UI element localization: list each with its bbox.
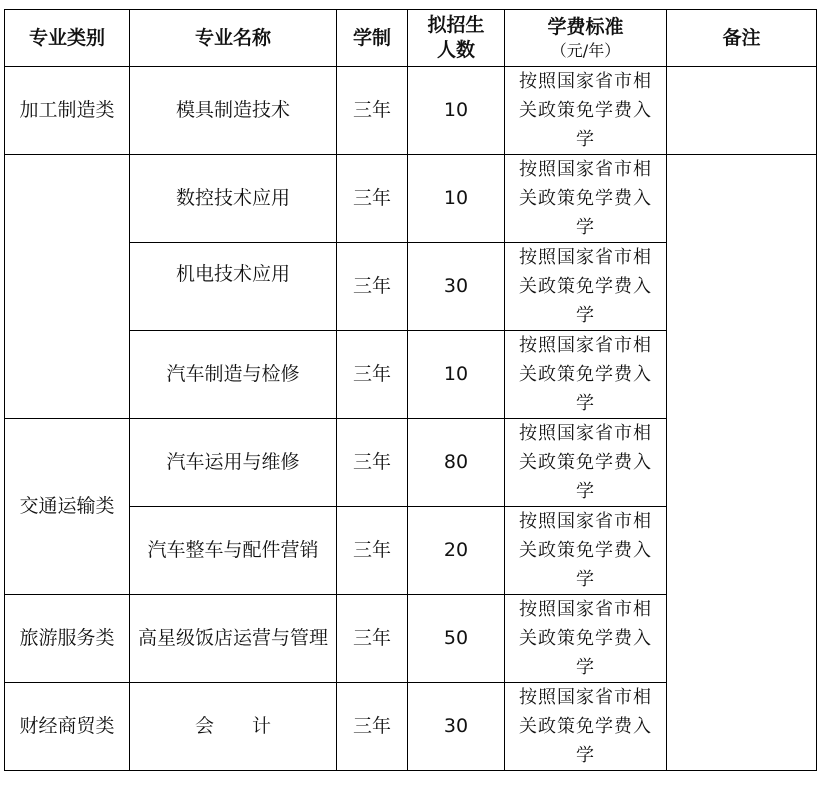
fee-cell: 按照国家省市相关政策免学费入学 [505,419,667,507]
header-duration: 学制 [337,10,408,67]
duration-cell: 三年 [337,419,408,507]
quota-cell: 10 [408,331,505,419]
notes-cell [667,67,817,155]
header-quota: 拟招生 人数 [408,10,505,67]
quota-cell: 80 [408,419,505,507]
major-cell: 数控技术应用 [130,155,337,243]
header-major: 专业名称 [130,10,337,67]
duration-cell: 三年 [337,331,408,419]
duration-cell: 三年 [337,507,408,595]
category-cell: 旅游服务类 [5,595,130,683]
major-cell: 会 计 [130,683,337,771]
notes-cell-merged [667,155,817,771]
header-row [5,10,817,67]
fee-cell: 按照国家省市相关政策免学费入学 [505,595,667,683]
fee-cell: 按照国家省市相关政策免学费入学 [505,507,667,595]
header-notes: 备注 [667,10,817,67]
duration-cell: 三年 [337,155,408,243]
major-cell: 汽车运用与维修 [130,419,337,507]
quota-cell: 10 [408,67,505,155]
table-row [5,67,817,155]
major-cell: 汽车制造与检修 [130,331,337,419]
quota-cell: 10 [408,155,505,243]
fee-cell: 按照国家省市相关政策免学费入学 [505,331,667,419]
fee-cell: 按照国家省市相关政策免学费入学 [505,243,667,331]
fee-cell: 按照国家省市相关政策免学费入学 [505,155,667,243]
major-cell: 高星级饭店运营与管理 [130,595,337,683]
category-cell: 交通运输类 [5,419,130,595]
duration-cell: 三年 [337,243,408,331]
fee-cell: 按照国家省市相关政策免学费入学 [505,683,667,771]
category-cell: 财经商贸类 [5,683,130,771]
major-cell: 机电技术应用 [130,243,337,331]
enrollment-table [4,9,817,771]
quota-cell: 30 [408,683,505,771]
category-cell-empty [5,155,130,419]
fee-cell: 按照国家省市相关政策免学费入学 [505,67,667,155]
header-category: 专业类别 [5,10,130,67]
quota-cell: 30 [408,243,505,331]
duration-cell: 三年 [337,67,408,155]
major-cell: 汽车整车与配件营销 [130,507,337,595]
major-cell: 模具制造技术 [130,67,337,155]
quota-cell: 50 [408,595,505,683]
duration-cell: 三年 [337,683,408,771]
duration-cell: 三年 [337,595,408,683]
table-row [5,155,817,243]
header-fee: 学费标准 （元/年） [505,10,667,67]
category-cell: 加工制造类 [5,67,130,155]
quota-cell: 20 [408,507,505,595]
